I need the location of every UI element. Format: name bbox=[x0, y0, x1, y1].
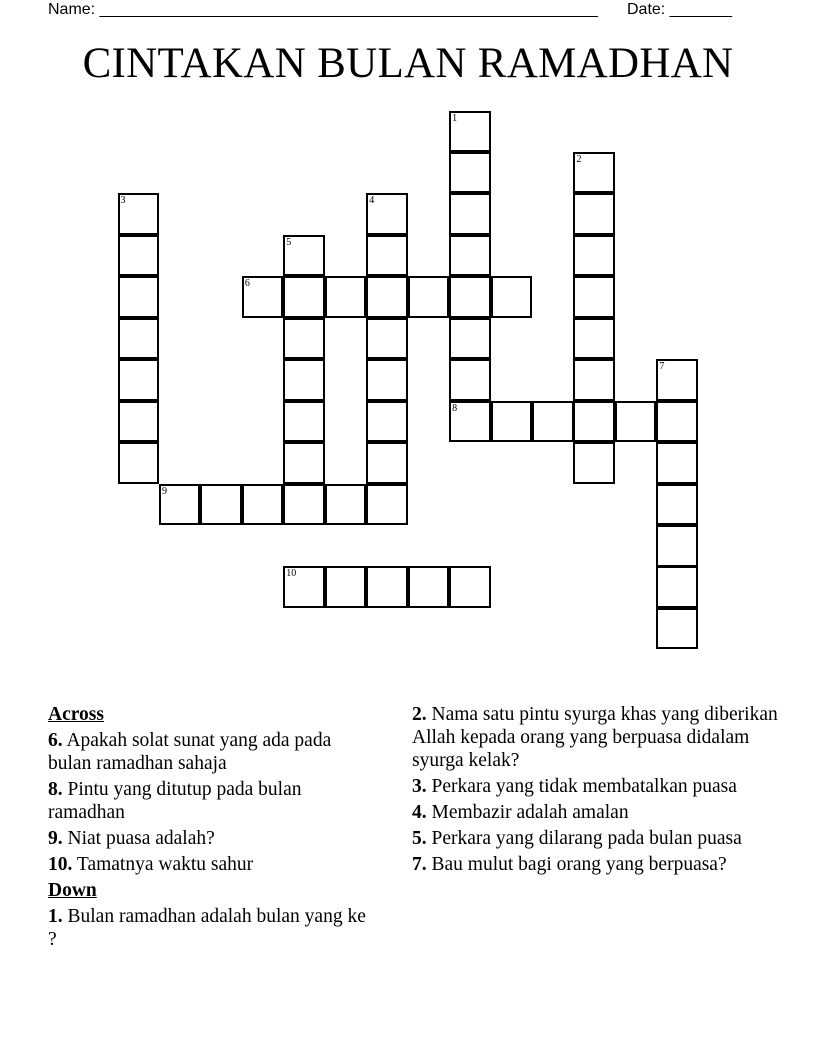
down-heading: Down bbox=[48, 880, 97, 901]
clue-text: Niat puasa adalah? bbox=[67, 828, 215, 849]
crossword-cell[interactable] bbox=[449, 318, 491, 360]
crossword-cell[interactable] bbox=[283, 318, 325, 360]
crossword-cell[interactable] bbox=[118, 359, 160, 401]
clue-down-4 bbox=[412, 801, 782, 824]
crossword-cell[interactable] bbox=[449, 235, 491, 277]
crossword-cell[interactable] bbox=[283, 442, 325, 484]
clue-number: 4. bbox=[412, 802, 427, 823]
clue-number: 9. bbox=[48, 828, 63, 849]
crossword-cell[interactable] bbox=[118, 318, 160, 360]
clue-across-9 bbox=[48, 827, 378, 850]
clue-number: 7. bbox=[412, 854, 427, 875]
crossword-cell[interactable] bbox=[573, 193, 615, 235]
crossword-cell[interactable] bbox=[366, 442, 408, 484]
crossword-cell[interactable] bbox=[491, 401, 533, 443]
crossword-cell[interactable] bbox=[118, 235, 160, 277]
clue-number: 3. bbox=[412, 776, 427, 797]
crossword-cell[interactable] bbox=[283, 484, 325, 526]
clue-text: Nama satu pintu syurga khas yang diberikan Allah kepada orang yang berpuasa didalam syurga kelak? bbox=[412, 704, 778, 771]
crossword-cell[interactable] bbox=[118, 193, 160, 235]
crossword-cell[interactable] bbox=[283, 401, 325, 443]
crossword-cell[interactable] bbox=[242, 276, 284, 318]
clue-number: 6. bbox=[48, 730, 63, 751]
crossword-cell[interactable] bbox=[449, 401, 491, 443]
crossword-cell[interactable] bbox=[656, 401, 698, 443]
crossword-cell[interactable] bbox=[573, 235, 615, 277]
clue-down-7 bbox=[412, 853, 782, 876]
puzzle-title: CINTAKAN BULAN RAMADHAN bbox=[82, 40, 734, 87]
clue-text: Perkara yang dilarang pada bulan puasa bbox=[431, 828, 742, 849]
crossword-cell[interactable] bbox=[325, 276, 367, 318]
clue-number: 10. bbox=[48, 854, 73, 875]
clues-left-column bbox=[48, 703, 378, 954]
crossword-cell[interactable] bbox=[118, 276, 160, 318]
crossword-cell[interactable] bbox=[366, 235, 408, 277]
crossword-cell[interactable] bbox=[325, 484, 367, 526]
cell-number: 10 bbox=[286, 568, 297, 580]
clue-number: 5. bbox=[412, 828, 427, 849]
crossword-cell[interactable] bbox=[408, 566, 450, 608]
cell-number: 1 bbox=[452, 112, 458, 124]
crossword-cell[interactable] bbox=[491, 276, 533, 318]
clue-text: Tamatnya waktu sahur bbox=[76, 854, 254, 875]
crossword-cell[interactable] bbox=[366, 484, 408, 526]
cell-number: 2 bbox=[576, 153, 582, 165]
clue-down-1 bbox=[48, 905, 378, 951]
crossword-cell[interactable] bbox=[573, 442, 615, 484]
clue-number: 8. bbox=[48, 779, 63, 800]
crossword-cell[interactable] bbox=[573, 276, 615, 318]
crossword-cell[interactable] bbox=[449, 152, 491, 194]
crossword-cell[interactable] bbox=[283, 235, 325, 277]
clue-text: Bulan ramadhan adalah bulan yang ke ? bbox=[48, 906, 366, 950]
across-heading: Across bbox=[48, 704, 104, 725]
crossword-cell[interactable] bbox=[118, 442, 160, 484]
crossword-cell[interactable] bbox=[656, 608, 698, 650]
cell-number: 4 bbox=[369, 195, 375, 207]
crossword-cell[interactable] bbox=[159, 484, 201, 526]
cell-number: 7 bbox=[659, 361, 665, 373]
crossword-cell[interactable] bbox=[366, 401, 408, 443]
crossword-cell[interactable] bbox=[573, 401, 615, 443]
clue-down-5 bbox=[412, 827, 782, 850]
crossword-cell[interactable] bbox=[656, 484, 698, 526]
crossword-cell[interactable] bbox=[573, 152, 615, 194]
crossword-cell[interactable] bbox=[325, 566, 367, 608]
cell-number: 9 bbox=[161, 485, 167, 497]
crossword-cell[interactable] bbox=[656, 566, 698, 608]
crossword-cell[interactable] bbox=[366, 193, 408, 235]
crossword-cell[interactable] bbox=[573, 318, 615, 360]
clue-across-8 bbox=[48, 778, 378, 824]
crossword-cell[interactable] bbox=[449, 193, 491, 235]
clue-down-3 bbox=[412, 775, 782, 798]
crossword-cell[interactable] bbox=[408, 276, 450, 318]
clue-down-2 bbox=[412, 703, 782, 772]
cell-number: 3 bbox=[120, 195, 126, 207]
crossword-cell[interactable] bbox=[656, 359, 698, 401]
crossword-cell[interactable] bbox=[656, 442, 698, 484]
crossword-cell[interactable] bbox=[366, 359, 408, 401]
crossword-cell[interactable] bbox=[283, 566, 325, 608]
crossword-cell[interactable] bbox=[449, 276, 491, 318]
cell-number: 5 bbox=[286, 236, 292, 248]
crossword-cell[interactable] bbox=[656, 525, 698, 567]
crossword-cell[interactable] bbox=[532, 401, 574, 443]
name-field-label: Name: ________________________________________________________ bbox=[48, 1, 598, 18]
crossword-cell[interactable] bbox=[449, 566, 491, 608]
clue-across-6 bbox=[48, 729, 378, 775]
crossword-cell[interactable] bbox=[242, 484, 284, 526]
clue-text: Apakah solat sunat yang ada pada bulan ramadhan sahaja bbox=[48, 730, 332, 774]
crossword-cell[interactable] bbox=[118, 401, 160, 443]
cell-number: 8 bbox=[452, 402, 458, 414]
cell-number: 6 bbox=[244, 278, 250, 290]
crossword-cell[interactable] bbox=[449, 359, 491, 401]
clue-text: Bau mulut bagi orang yang berpuasa? bbox=[431, 854, 727, 875]
crossword-cell[interactable] bbox=[283, 276, 325, 318]
crossword-cell[interactable] bbox=[366, 318, 408, 360]
crossword-cell[interactable] bbox=[283, 359, 325, 401]
clue-text: Membazir adalah amalan bbox=[431, 802, 629, 823]
clue-across-10 bbox=[48, 853, 378, 876]
clue-number: 2. bbox=[412, 704, 427, 725]
clue-number: 1. bbox=[48, 906, 63, 927]
crossword-cell[interactable] bbox=[573, 359, 615, 401]
date-field-label: Date: _______ bbox=[627, 1, 732, 18]
crossword-cell[interactable] bbox=[449, 111, 491, 153]
crossword-cell[interactable] bbox=[366, 276, 408, 318]
crossword-cell[interactable] bbox=[200, 484, 242, 526]
clues-right-column bbox=[412, 703, 782, 879]
clue-text: Perkara yang tidak membatalkan puasa bbox=[431, 776, 737, 797]
crossword-cell[interactable] bbox=[366, 566, 408, 608]
crossword-cell[interactable] bbox=[615, 401, 657, 443]
clue-text: Pintu yang ditutup pada bulan ramadhan bbox=[48, 779, 302, 823]
